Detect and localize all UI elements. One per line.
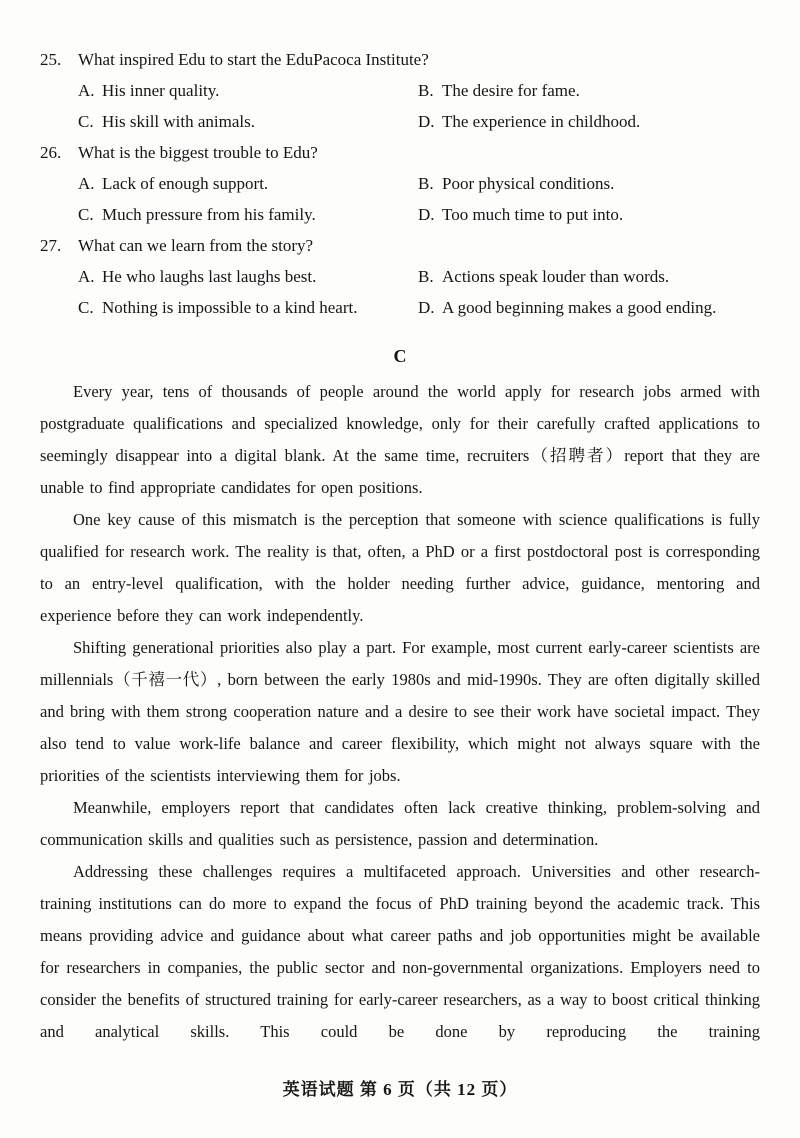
option-text: Much pressure from his family. bbox=[102, 205, 316, 224]
passage-section-heading: C bbox=[393, 346, 407, 366]
option-text: A good beginning makes a good ending. bbox=[442, 298, 717, 317]
question-25 bbox=[40, 44, 760, 137]
option-text: His inner quality. bbox=[102, 81, 220, 100]
option-label: C. bbox=[78, 298, 94, 317]
option-a bbox=[78, 168, 418, 199]
option-d bbox=[418, 106, 760, 137]
option-d bbox=[418, 292, 760, 323]
passage-paragraph: Addressing these challenges requires a multifaceted approach. Universities and other research-training institutions can do more to expand the focus of PhD training beyond the academic track. This means providing advice and guidance about what career paths and job opportunities might be available for researchers in companies, the public sector and non-governmental organizations. Employers need to consider the benefits of structured training for early-career researchers, as a way to boost critical thinking and analytical skills. This could be done by reproducing the training bbox=[40, 862, 760, 1041]
question-text: What is the biggest trouble to Edu? bbox=[78, 143, 318, 162]
option-text: Actions speak louder than words. bbox=[442, 267, 670, 286]
question-27 bbox=[40, 230, 760, 323]
option-b bbox=[418, 75, 760, 106]
option-b bbox=[418, 261, 760, 292]
question-line bbox=[40, 137, 760, 168]
passage-paragraph: Shifting generational priorities also play a part. For example, most current early-career scientists are millennials（千禧一代）, born between the early 1980s and mid-1990s. They are often digitally skilled and bring with them strong cooperation nature and a desire to see their work have societal impact. They also tend to value work-life balance and career flexibility, which might not always square with the priorities of the scientists interviewing them for jobs. bbox=[40, 638, 760, 785]
option-text: His skill with animals. bbox=[102, 112, 255, 131]
option-text: Lack of enough support. bbox=[102, 174, 269, 193]
options-grid bbox=[78, 75, 760, 137]
option-label: B. bbox=[418, 174, 434, 193]
option-label: A. bbox=[78, 174, 95, 193]
option-text: Poor physical conditions. bbox=[442, 174, 615, 193]
option-d bbox=[418, 199, 760, 230]
option-label: D. bbox=[418, 298, 435, 317]
option-text: The desire for fame. bbox=[442, 81, 580, 100]
option-c bbox=[78, 106, 418, 137]
question-number: 25. bbox=[40, 50, 62, 69]
option-label: B. bbox=[418, 267, 434, 286]
passage-paragraph: Meanwhile, employers report that candidates often lack creative thinking, problem-solving and communication skills and qualities such as persistence, passion and determination. bbox=[40, 798, 760, 849]
option-label: D. bbox=[418, 205, 435, 224]
option-label: D. bbox=[418, 112, 435, 131]
option-text: Nothing is impossible to a kind heart. bbox=[102, 298, 358, 317]
reading-passage bbox=[40, 376, 760, 1048]
options-grid bbox=[78, 261, 760, 323]
option-a bbox=[78, 261, 418, 292]
option-label: A. bbox=[78, 267, 95, 286]
option-text: Too much time to put into. bbox=[442, 205, 624, 224]
option-label: A. bbox=[78, 81, 95, 100]
option-label: C. bbox=[78, 205, 94, 224]
question-text: What can we learn from the story? bbox=[78, 236, 314, 255]
question-26 bbox=[40, 137, 760, 230]
question-number: 26. bbox=[40, 143, 62, 162]
passage-paragraph: One key cause of this mismatch is the perception that someone with science qualifications is fully qualified for research work. The reality is that, often, a PhD or a first postdoctoral post is corresponding to an entry-level qualification, with the holder needing further advice, guidance, mentoring and experience before they can work independently. bbox=[40, 510, 760, 625]
question-number: 27. bbox=[40, 236, 62, 255]
page-footer: 英语试题 第 6 页（共 12 页） bbox=[282, 1080, 518, 1099]
option-text: The experience in childhood. bbox=[442, 112, 641, 131]
option-c bbox=[78, 292, 418, 323]
option-label: C. bbox=[78, 112, 94, 131]
question-line bbox=[40, 44, 760, 75]
question-line bbox=[40, 230, 760, 261]
option-label: B. bbox=[418, 81, 434, 100]
options-grid bbox=[78, 168, 760, 230]
option-c bbox=[78, 199, 418, 230]
question-text: What inspired Edu to start the EduPacoca Institute? bbox=[78, 50, 429, 69]
passage-paragraph: Every year, tens of thousands of people around the world apply for research jobs armed with postgraduate qualifications and specialized knowledge, only for their carefully crafted applications to seemingly disappear into a digital blank. At the same time, recruiters（招聘者）report that they are unable to find appropriate candidates for open positions. bbox=[40, 382, 760, 497]
option-a bbox=[78, 75, 418, 106]
option-text: He who laughs last laughs best. bbox=[102, 267, 317, 286]
option-b bbox=[418, 168, 760, 199]
